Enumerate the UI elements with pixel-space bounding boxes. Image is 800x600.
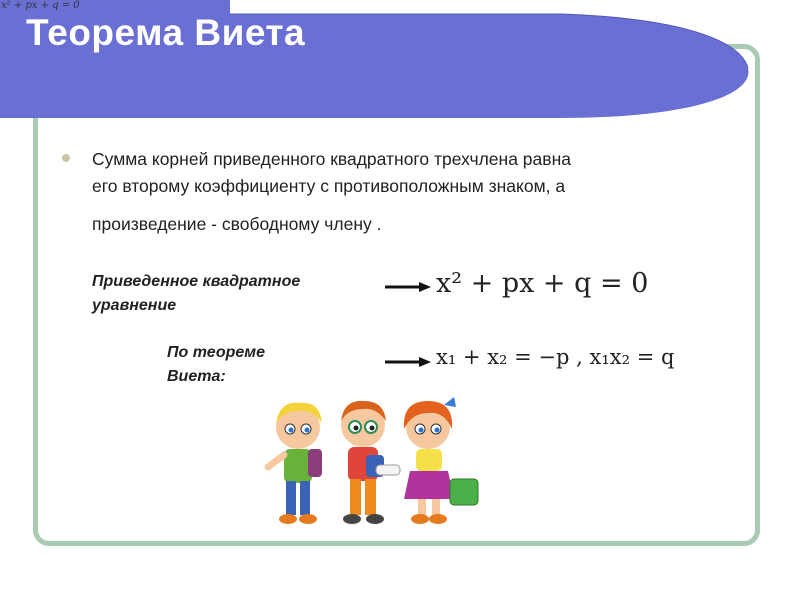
kid-middle-figure bbox=[341, 401, 400, 524]
vieta-product: x₁x₂ = q bbox=[589, 345, 675, 369]
reduced-equation-label bbox=[92, 270, 372, 318]
arrow-right-icon bbox=[385, 355, 433, 369]
reduced-equation-label-line-2: уравнение bbox=[92, 297, 177, 314]
reduced-quadratic-equation: x² + px + q = 0 bbox=[436, 268, 649, 299]
arrow-right-icon bbox=[385, 280, 433, 294]
vieta-formulas bbox=[436, 345, 674, 369]
theorem-statement bbox=[92, 146, 732, 238]
bullet-dot-icon bbox=[60, 152, 72, 164]
vieta-sum: x₁ + x₂ = −p , bbox=[436, 345, 583, 369]
statement-line-2: его второму коэффициенту с противоположным знаком, а bbox=[92, 176, 566, 196]
kid-right-figure bbox=[404, 397, 478, 524]
by-theorem-label-line-2: Виета: bbox=[167, 368, 226, 385]
slide-title: Теорема Виета bbox=[26, 12, 306, 53]
reduced-equation-label-line-1: Приведенное квадратное bbox=[92, 273, 301, 290]
statement-line-1: Сумма корней приведенного квадратного трехчлена равна bbox=[92, 149, 571, 169]
schoolchildren-illustration bbox=[258, 395, 483, 535]
statement-line-3: произведение - свободному члену . bbox=[92, 214, 382, 234]
by-theorem-label-line-1: По теореме bbox=[167, 344, 266, 361]
header-tiny-formula: x² + px + q = 0 bbox=[1, 0, 80, 11]
by-theorem-label bbox=[167, 341, 317, 389]
kid-left-figure bbox=[268, 403, 322, 524]
